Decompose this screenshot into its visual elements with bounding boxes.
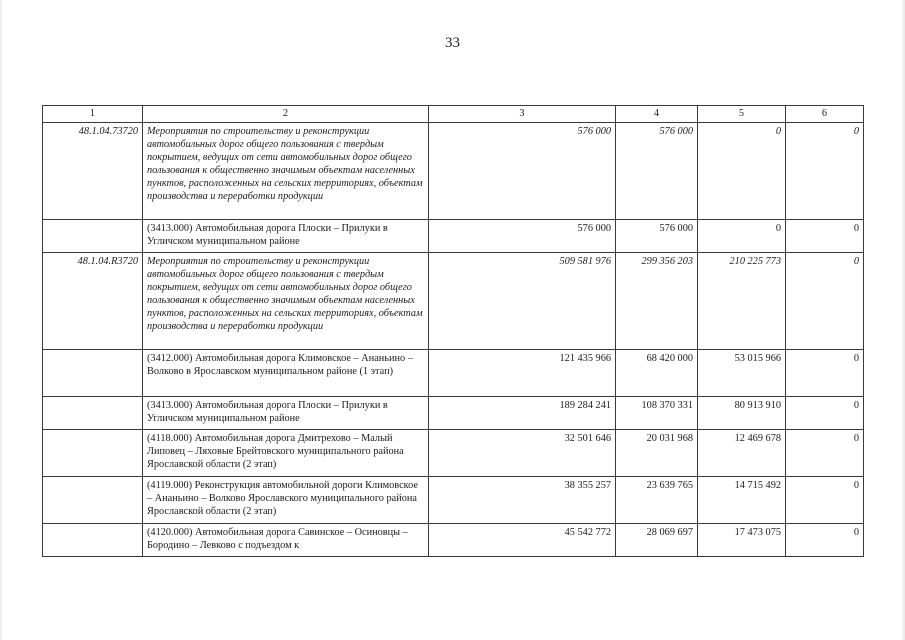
row-total: 38 355 257 (429, 477, 616, 524)
row-code: 48.1.04.R3720 (43, 253, 143, 350)
row-name: Мероприятия по строительству и реконструкции автомобильных дорог общего пользования с твердым покрытием, ведущих от сети автомобильных дорог общего пользования к общественно значимым объектам населенных пунктов, расположенных на сельских территориях, объектам производства и переработки продукции (143, 123, 429, 220)
table-row (43, 477, 864, 524)
header-col-1: 1 (43, 106, 143, 123)
row-col4: 68 420 000 (616, 350, 698, 397)
row-code: 48.1.04.73720 (43, 123, 143, 220)
header-col-5: 5 (698, 106, 786, 123)
row-col4: 299 356 203 (616, 253, 698, 350)
row-col6: 0 (786, 123, 864, 220)
row-col4: 20 031 968 (616, 430, 698, 477)
row-total: 32 501 646 (429, 430, 616, 477)
row-col4: 576 000 (616, 220, 698, 253)
row-total: 576 000 (429, 123, 616, 220)
row-col4: 23 639 765 (616, 477, 698, 524)
table-row (43, 220, 864, 253)
header-col-2: 2 (143, 106, 429, 123)
row-col6: 0 (786, 397, 864, 430)
header-col-3: 3 (429, 106, 616, 123)
row-total: 121 435 966 (429, 350, 616, 397)
scan-edge-left (0, 0, 3, 640)
row-col6: 0 (786, 253, 864, 350)
row-code (43, 524, 143, 557)
row-col5: 12 469 678 (698, 430, 786, 477)
scan-edge-right (901, 0, 905, 640)
row-col4: 28 069 697 (616, 524, 698, 557)
row-col4: 576 000 (616, 123, 698, 220)
table-row (43, 253, 864, 350)
header-col-4: 4 (616, 106, 698, 123)
row-total: 576 000 (429, 220, 616, 253)
row-code (43, 350, 143, 397)
row-code (43, 477, 143, 524)
table-row (43, 350, 864, 397)
row-col5: 0 (698, 220, 786, 253)
row-col5: 0 (698, 123, 786, 220)
row-col6: 0 (786, 220, 864, 253)
row-name: (4120.000) Автомобильная дорога Савинское – Осиновцы – Бородино – Левково с подъездом к (143, 524, 429, 557)
row-code (43, 220, 143, 253)
row-code (43, 397, 143, 430)
row-col6: 0 (786, 477, 864, 524)
row-col5: 17 473 075 (698, 524, 786, 557)
row-name: (4119.000) Реконструкция автомобильной дороги Климовское – Ананьино – Волково Ярославского муниципального района Ярославской области (2 этап) (143, 477, 429, 524)
row-total: 189 284 241 (429, 397, 616, 430)
row-code (43, 430, 143, 477)
header-row (43, 106, 864, 123)
row-col6: 0 (786, 350, 864, 397)
row-col5: 80 913 910 (698, 397, 786, 430)
table-row (43, 524, 864, 557)
table-row (43, 123, 864, 220)
row-name: (3413.000) Автомобильная дорога Плоски – Прилуки в Угличском муниципальном районе (143, 220, 429, 253)
page-number: 33 (445, 35, 460, 51)
row-col5: 53 015 966 (698, 350, 786, 397)
table-row (43, 430, 864, 477)
row-col4: 108 370 331 (616, 397, 698, 430)
row-name: (4118.000) Автомобильная дорога Дмитрехово – Малый Липовец – Ляховые Брейтовского муниципального района Ярославской области (2 этап) (143, 430, 429, 477)
row-col6: 0 (786, 524, 864, 557)
header-col-6: 6 (786, 106, 864, 123)
row-col5: 210 225 773 (698, 253, 786, 350)
row-col6: 0 (786, 430, 864, 477)
row-total: 45 542 772 (429, 524, 616, 557)
row-name: (3413.000) Автомобильная дорога Плоски – Прилуки в Угличском муниципальном районе (143, 397, 429, 430)
table-row (43, 397, 864, 430)
row-name: (3412.000) Автомобильная дорога Климовское – Ананьино – Волково в Ярославском муниципальном районе (1 этап) (143, 350, 429, 397)
budget-table (42, 105, 864, 557)
row-name: Мероприятия по строительству и реконструкции автомобильных дорог общего пользования с твердым покрытием, ведущих от сети автомобильных дорог общего пользования к общественно значимым объектам населенных пунктов, расположенных на сельских территориях, объектам производства и переработки продукции (143, 253, 429, 350)
row-col5: 14 715 492 (698, 477, 786, 524)
row-total: 509 581 976 (429, 253, 616, 350)
